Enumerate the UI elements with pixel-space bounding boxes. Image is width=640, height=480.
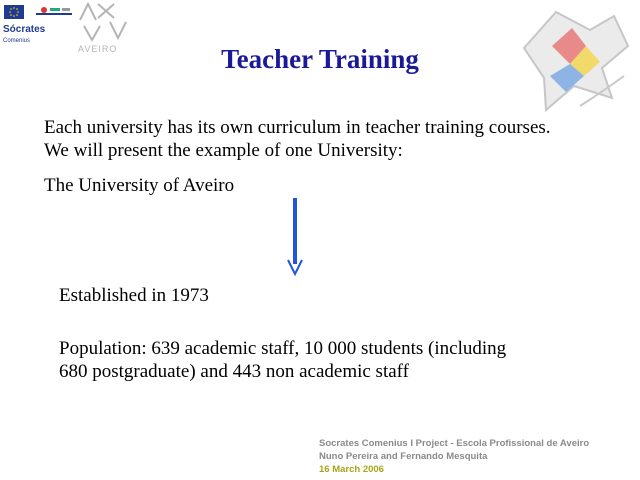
- partner-strip-icon: [36, 5, 72, 19]
- slide-title: Teacher Training: [221, 44, 419, 74]
- program-sub: Comenius: [3, 38, 31, 44]
- svg-text:AVEIRO: AVEIRO: [78, 44, 118, 54]
- down-arrow-icon: [286, 198, 304, 276]
- slide-footer: [319, 437, 589, 476]
- eu-flag-icon: [4, 5, 24, 19]
- footer-project: Socrates Comenius I Project - Escola Profissional de Aveiro: [319, 438, 590, 449]
- intro-line: Each university has its own curriculum in teacher training courses.: [44, 117, 551, 138]
- footer-authors: Nuno Pereira and Fernando Mesquita: [319, 451, 488, 462]
- population-line: 680 postgraduate) and 443 non academic staff: [59, 361, 409, 382]
- footer-date: 16 March 2006: [319, 464, 384, 475]
- university-name: The University of Aveiro: [44, 175, 235, 196]
- population-line: Population: 639 academic staff, 10 000 students (including: [59, 338, 507, 359]
- intro-line: We will present the example of one University:: [44, 140, 403, 161]
- population-text: [59, 337, 506, 383]
- established-text: Established in 1973: [59, 285, 209, 306]
- intro-text: [44, 116, 551, 162]
- program-name: Sócrates: [3, 24, 46, 35]
